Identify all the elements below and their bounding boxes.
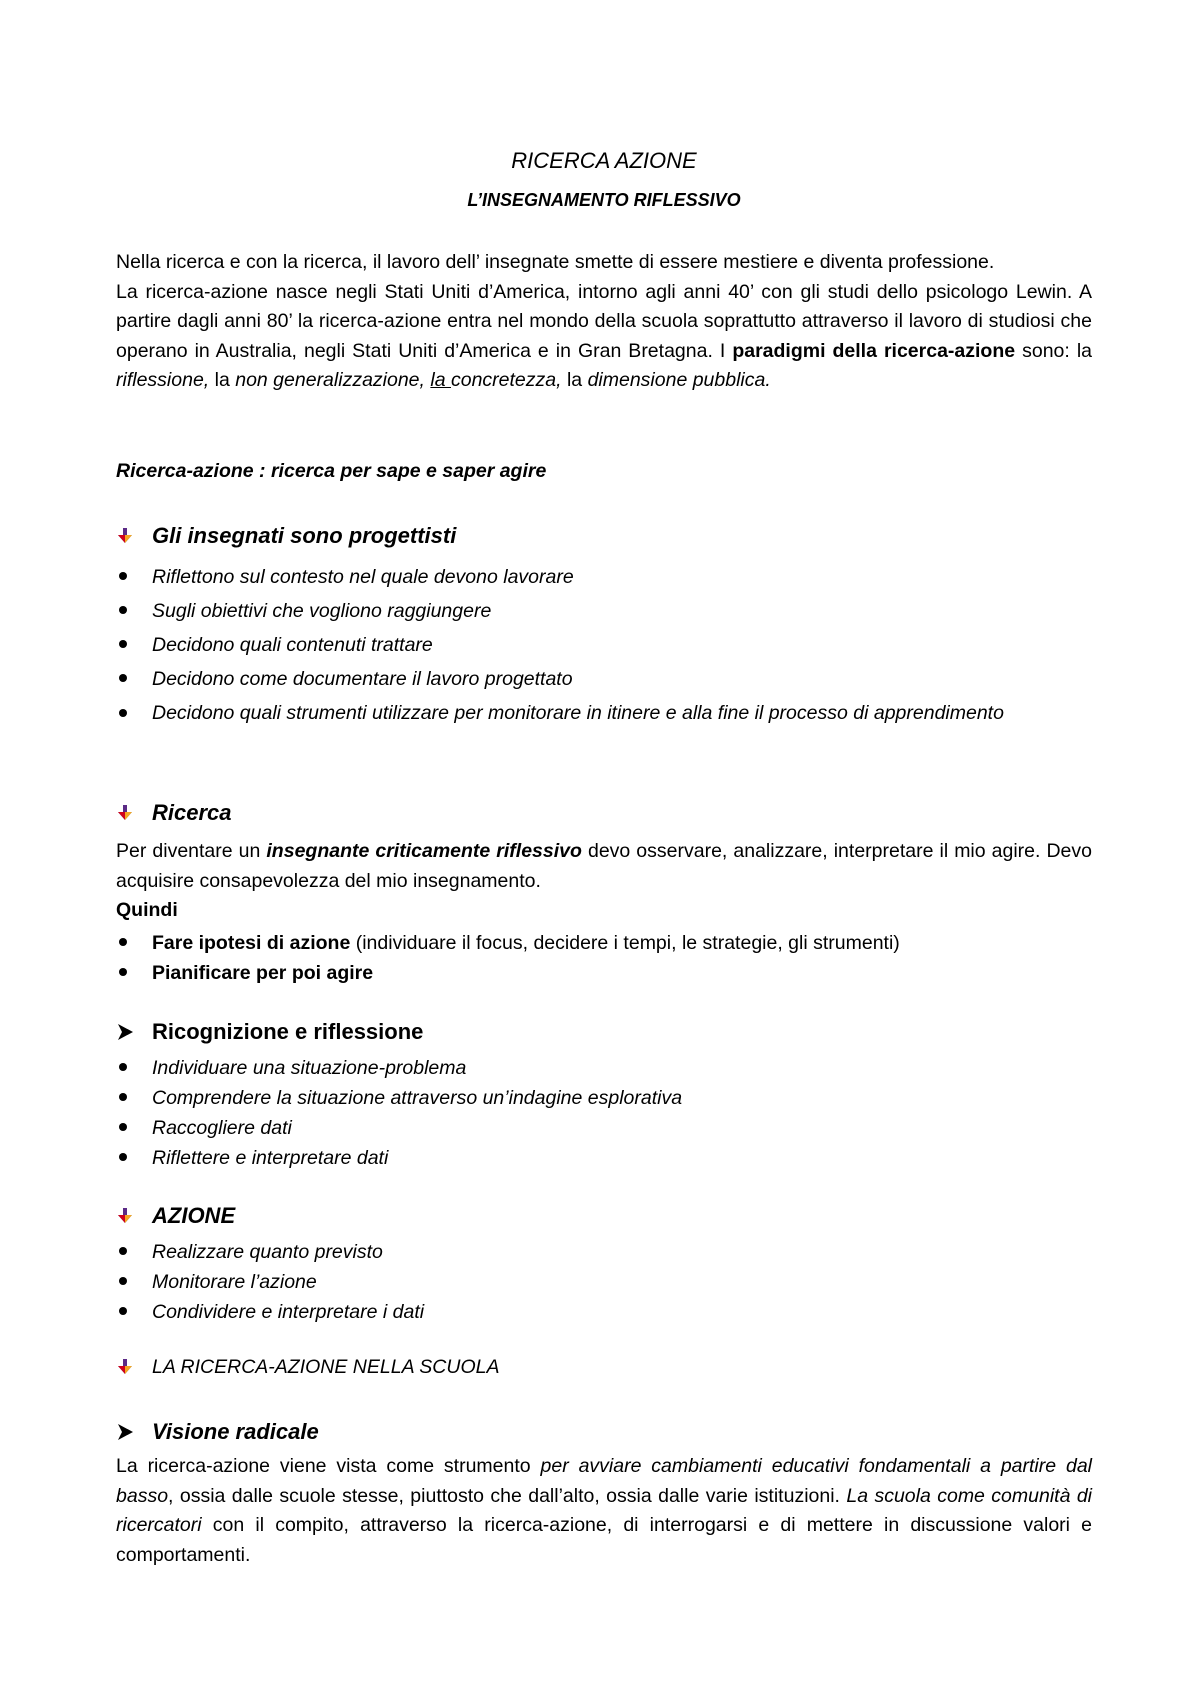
- bullet-dot-icon: [119, 1093, 127, 1101]
- section-heading-visione-radicale: [152, 1419, 319, 1445]
- list-item: Sugli obiettivi che vogliono raggiungere: [152, 594, 1092, 628]
- intro-line-1: Nella ricerca e con la ricerca, il lavoro dell’ insegnate smette di essere mestiere e diventa professione.: [116, 251, 995, 273]
- intro-italic: dimensione pubblica.: [587, 369, 771, 391]
- section-heading-text: Visione radicale: [152, 1419, 319, 1444]
- intro-text: la: [209, 369, 236, 391]
- document-title: RICERCA AZIONE: [511, 148, 697, 173]
- italic-text: La scuola come comunità di ricercatori: [116, 1484, 1092, 1536]
- bullet-dot-icon: [119, 1153, 127, 1161]
- section-heading-azione: [152, 1203, 235, 1229]
- section-heading-text: Gli insegnati sono progettisti: [152, 523, 457, 548]
- intro-text: la: [561, 369, 588, 391]
- document-subtitle: L’INSEGNAMENTO RIFLESSIVO: [467, 190, 741, 210]
- section-heading-text: AZIONE: [152, 1203, 236, 1228]
- intro-bold-paradigmi: paradigmi della ricerca-azione: [732, 339, 1016, 362]
- multicolor-down-arrow-icon: [116, 527, 134, 545]
- bullet-dot-icon: [119, 1307, 127, 1315]
- intro-paragraph: [116, 248, 1092, 396]
- ricognizione-list: [152, 1053, 1092, 1173]
- section-heading-text: Ricognizione e riflessione: [152, 1019, 424, 1044]
- list-item: Raccogliere dati: [152, 1113, 1092, 1143]
- section-heading-ricognizione: [152, 1019, 423, 1045]
- ricerca-paragraph: Per diventare un insegnante criticamente riflessivo devo osservare, analizzare, interpretare il mio agire. Devo acquisire consapevolezza del mio insegnamento. Quindi: [116, 840, 1092, 921]
- intro-italic: riflessione,: [116, 369, 210, 391]
- list-item: Individuare una situazione-problema: [152, 1053, 1092, 1083]
- progettisti-list: [152, 560, 1092, 730]
- bullet-dot-icon: [119, 674, 127, 682]
- section-heading-nella-scuola: [152, 1356, 499, 1379]
- section-heading-text: LA RICERCA-AZIONE NELLA SCUOLA: [152, 1356, 500, 1378]
- section-heading-ricerca: [152, 800, 232, 826]
- list-item: Monitorare l’azione: [152, 1267, 1092, 1297]
- list-item: Pianificare per poi agire: [152, 958, 1092, 988]
- bullet-dot-icon: [119, 606, 127, 614]
- list-item: Riflettono sul contesto nel quale devono lavorare: [152, 560, 1092, 594]
- bullet-dot-icon: [119, 1277, 127, 1285]
- section-heading-text: Ricerca: [152, 800, 232, 825]
- bullet-dot-icon: [119, 1063, 127, 1071]
- multicolor-down-arrow-icon: [116, 1207, 134, 1225]
- bullet-dot-icon: [119, 709, 127, 717]
- chevron-right-icon: [116, 1023, 134, 1041]
- chevron-right-icon: [116, 1423, 134, 1441]
- list-item: Fare ipotesi di azione (individuare il focus, decidere i tempi, le strategie, gli strumenti): [152, 928, 1092, 958]
- visione-radicale-paragraph: La ricerca-azione viene vista come strumento per avviare cambiamenti educativi fondamentali a partire dal basso, ossia dalle scuole stesse, piuttosto che dall’alto, ossia dalle varie istituzioni. La scuola come comunità di ricercatori con il compito, attraverso la ricerca-azione, di interrogarsi e di mettere in discussione valori e comportamenti.: [116, 1455, 1092, 1566]
- bullet-dot-icon: [119, 1247, 127, 1255]
- quindi-label: Quindi: [116, 899, 178, 921]
- bullet-dot-icon: [119, 968, 127, 976]
- emphasis-text: insegnante criticamente riflessivo: [266, 840, 582, 862]
- intro-italic: non generalizzazione,: [235, 369, 425, 391]
- bullet-dot-icon: [119, 1123, 127, 1131]
- multicolor-down-arrow-icon: [116, 804, 134, 822]
- bullet-dot-icon: [119, 572, 127, 580]
- section-heading-progettisti: [152, 523, 456, 549]
- azione-list: [152, 1237, 1092, 1327]
- multicolor-down-arrow-icon: [116, 1358, 134, 1376]
- list-item: Riflettere e interpretare dati: [152, 1143, 1092, 1173]
- bullet-dot-icon: [119, 640, 127, 648]
- motto-line: Ricerca-azione : ricerca per sape e saper agire: [116, 460, 547, 482]
- list-item: Realizzare quanto previsto: [152, 1237, 1092, 1267]
- list-item: Decidono come documentare il lavoro progettato: [152, 662, 1092, 696]
- list-item: Decidono quali strumenti utilizzare per monitorare in itinere e alla fine il processo di apprendimento: [152, 696, 1092, 730]
- bullet-dot-icon: [119, 938, 127, 946]
- list-item: Comprendere la situazione attraverso un’indagine esplorativa: [152, 1083, 1092, 1113]
- intro-italic: concretezza,: [450, 369, 562, 391]
- intro-underlined: la: [430, 369, 451, 391]
- italic-text: per avviare cambiamenti educativi fondamentali a partire dal basso: [116, 1455, 1092, 1507]
- list-item: Condividere e interpretare i dati: [152, 1297, 1092, 1327]
- intro-text: sono: la: [1015, 339, 1093, 362]
- ricerca-list: [152, 928, 1092, 988]
- intro-text: La ricerca-azione nasce negli Stati Uniti d’America, intorno agli anni 40’ con gli studi dello psicologo Lewin. A partire dagli anni 80’ la ricerca-azione entra nel mondo della scuola soprattutto attraverso il lavoro di studiosi che operano in Australia, negli Stati Uniti d’America e in Gran Bretagna. I: [116, 280, 1092, 362]
- list-item: Decidono quali contenuti trattare: [152, 628, 1092, 662]
